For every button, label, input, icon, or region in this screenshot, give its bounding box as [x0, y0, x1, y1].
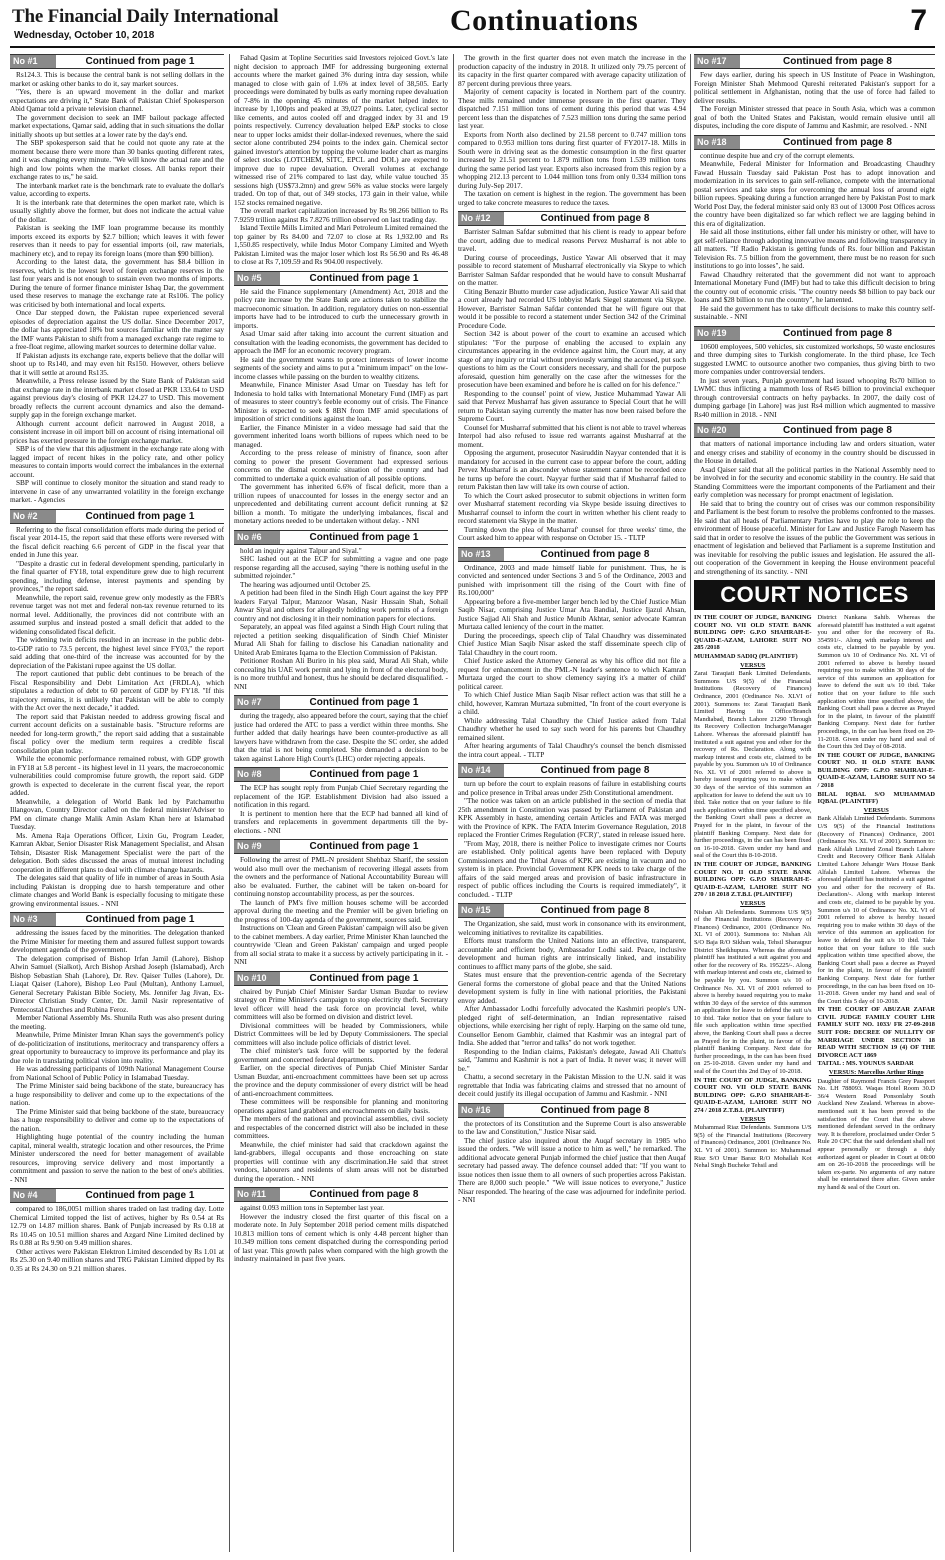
story-number-badge: No #17: [694, 55, 740, 68]
story-paragraph: The taxation on cement is highest in the region. The government has been urged to take concrete measures to reduce the taxes.: [458, 189, 686, 207]
story-paragraph: continue despite hue and cry of the corrupt elements.: [700, 150, 855, 160]
story-paragraph: "Despite a drastic cut in federal development spending, particularly in the final quarter of FY18, total expenditure grew due to high recurrent spending, including defense, interest payments and spending by provinces," the report said.: [10, 558, 224, 593]
story-paragraph: To which the Court asked prosecutor to submit objections in written form over Musharraf statement recording via Skype beside issuing directives to Musharraf counsel to inform the court in written whether his client ready to record statement via Skype in the matter.: [458, 490, 686, 525]
column-divider: [229, 54, 230, 1552]
story-paragraph: Highlighting huge potential of the country including the human capital, mineral wealth, strategic location and other resources, the Prime Minister underscored the need for better management of available resources, improving service delivery and most importantly a commitment and passion to serve the nation to the best of one's abilities. - NNI: [10, 1132, 224, 1184]
story-paragraph: According to the press release of ministry of finance, soon after coming to power the present Government had expressed serious concerns on the dismal economic situation of the country and had committed to undertake a quick evaluation of all possible options.: [234, 448, 448, 483]
story-header: [234, 839, 448, 854]
story-paragraph: Following the arrest of PML-N president Shehbaz Sharif, the session would also mull over the mechanism of recovering illegal assets from the owners and the performance of National Accountability Bureau will also be evaluated. Further, the cabinet will be taken on-board for continuing nonstop accountability process, as per the sources.: [234, 855, 448, 898]
story-paragraph: It is pertinent to mention here that the ECP had banned all kind of transfers and replacements in government departments till the by-elections. - NNI: [234, 808, 448, 835]
story-paragraph: During the proceedings, speech clip of Talal Chaudhry was disseminated Chief Justice Mian Saqib Nisar asked the staff disseminate speech clip of Talal Chaudhry in the court room.: [458, 630, 686, 657]
story-paragraph: The chief minister's task force will be supported by the federal government and concerned federal departments.: [234, 1046, 448, 1064]
continuation-label: Continued from page 8: [783, 136, 892, 148]
newspaper-name: The Financial Daily International: [12, 6, 279, 27]
news-story: [234, 530, 448, 692]
story-body: [234, 288, 448, 526]
story-number-badge: No #5: [234, 272, 280, 285]
court-notice-party: TAITAL : MS. YOUNUS SARDAR: [817, 1060, 914, 1068]
continuation-label: Continued from page 1: [309, 972, 419, 984]
story-paragraph: Meanwhile, Finance Minister Asad Umar on Tuesday has left for Indonesia to hold talks with International Monetary Fund (IMF) as part of measures to steer country's feeble economy out of crisis. The Finance Minister is expected to seek $ 8BN from IMF amid speculations of imposition of strict conditions against the loan.: [234, 380, 448, 423]
story-paragraph: The Prime Minister said being backbone of the state, bureaucracy has a huge responsibility to deliver and come up to the expectations of the nation.: [10, 1081, 224, 1107]
story-paragraph: The members of the national and provincial assemblies, civil society and respectables of the concerned district will also be included in these committees.: [234, 1114, 448, 1140]
court-notice-heading: IN THE COURT OF JUDGE, BANKING COURT NO. VII OLD STATE BANK BUILDING OPP: G.P.O SHAHRAH-E-QUAID-E-AZAM, LAHORE SUIT NO 285 /2018: [694, 614, 812, 652]
story-paragraph: Petitioner Roshan Ali Buriro in his plea said, Murad Ali Shah, while concealing his UAE work permit and lying in front of the electoral body, is no more truthful and honest, thus he should be declared disqualified. - NNI: [234, 656, 448, 691]
story-header: [234, 530, 448, 545]
story-header: [694, 54, 935, 69]
story-paragraph: After Ambassador Lodhi forcefully advocated the Kashmiri people's UN-pledged right of self-determination, an Indian representative raised objections, while exercising her right of reply. Harping on the same old tune, Counsellor Eenom Gambhir, claimed that Kashmir was an integral part of India. She added that "terror and talks" do not work together.: [458, 1004, 686, 1047]
story-body: [458, 920, 686, 1099]
story-header: [458, 1103, 686, 1118]
court-notice-body: Zarai Taraqiati Bank Limited Defendants. Summons U/S 9(5) of the Financial Institutions (Recovery of Finances) Ordinance, 2001 (Ordinance No. XLVI of 2001). Summons to: Zarai Taraqiati Bank Limited Having its Office/Branch Mandiabad, Branch Lahore 21290 Through its Recovery Collection Incharge/Manager Lahore. Whereas the aforesaid plaintiff has instituted a suit against you and other for the recovery of Rs. Declaration. Along with markup interest and costs etc, claimed to be payable by you. Summon u/s 10 of Ordinance No. XL VI of 2001 referred to above is hereby issued requiring you to make within 30 days of the service of this summon an application for leave to defend the suit u/s 10 ibid. Take notice that on your failure to file such application within time specified above, the Banking Court shall pass a decree as Prayed for in the plaint, in favour of the plaintiff Banking Company. Next date for further proceedings, in the can has been fixed on 16-10-2018. Given under my hand and seal of the Court this 8-10-2018.: [694, 670, 812, 860]
story-paragraph: "Yes, there is an upward movement in the dollar and market expectations are driving it," State Bank of Pakistan Chief Spokesperson Abid Qamar told a private television channel.: [10, 87, 224, 113]
news-story: [694, 135, 935, 322]
story-paragraph: Barrister Salman Safdar submitted that his client is ready to appear before the court, adding due to medical reasons Pervez Musharraf is not able to travel.: [458, 227, 686, 253]
story-paragraph: The Prime Minister said that being backbone of the state, bureaucracy has a huge responsibility to deliver and come up to the expectations of the nation.: [10, 1106, 224, 1133]
story-paragraph: The Foreign Minister stressed that peace in South Asia, which was a common goal of both the United States and Pakistan, would remain elusive until all disputes, including the core dispute of Jammu and Kashmir, are resolved. - NNI: [694, 104, 935, 130]
court-notice-body: Muhammad Riaz Defendants. Summons U/S 9(5) of the Financial Institutions (Recovery of Finances) Ordinance, 2001 (Ordinance No. XL VI of 2001). Summon to: Muhammad Riaz S/O Umar Baraz R/O Mohallah Kot Nehal Singh Bucheke Tehsil and: [694, 1124, 812, 1170]
story-paragraph: Fahad Qasim at Topline Securities said Investors rejoiced Govt.'s late night decision to approach IMF for addressing burgeoning external accounts where the market gained 3% during intra day session, while managed to close with gain of 1.6% at index level of 38,505. Early proceedings were dominated by bulls as early morning rupee devaluation of 7-8% in the opening 45 minutes of the market helped index to increase by 1,100pts and peaked at 39,027 points. Later, cyclical sector like cements, and autos cooled off and dragged index by 31 and 19 points respectively. Currency devaluation helped E&P stocks to close near to upper locks amidst their dollar-indexed revenues, where the said sector alone contributed 294 points to the index gain. Chemical sector gained investor's attention by topping the volume leader chart as margins of select stocks (LOTCHEM, SITC, EPCL and DOL) are expected to improve due to rupee devaluation. Overall volumes at exchange witnessed rise of 21% compared to last day, while value touched 35 sessions high (US$73.2mn) and grew 56% as value stocks were largely traded. On top of that, out of 349 stocks, 173 gain in their value, while 152 stocks remained negative.: [234, 54, 448, 207]
story-paragraph: While the economic performance remained robust, with GDP growth in FY18 at 5.8 percent - its highest level in 11 years, the macroeconomic vulnerabilities could compromise future growth, the report said. GDP growth is expected to decelerate in the current fiscal year, the report added.: [10, 754, 224, 797]
news-story: [458, 547, 686, 760]
story-number-badge: No #9: [234, 840, 280, 853]
story-paragraph: Other actives were Pakistan Elektron Limited descended by Rs 1.01 at Rs 25.30 on 9.40 million shares and TRG Pakistan Limited dipped by Rs 0.35 at Rs 24.30 on 9.21 million shares.: [10, 1246, 224, 1273]
court-notices: [694, 614, 935, 1193]
story-paragraph: addressing the issues faced by the minorities. The delegation thanked the Prime Minister for meeting them and assured fullest support towards development agenda of the government.: [10, 928, 224, 954]
story-paragraph: Meanwhile, a Press release issued by the State Bank of Pakistan said that exchange rate in the interbank market closed at PKR 133.64 to USD against previous day's closing of PKR 124.27 to USD. This movement broadly reflects the current account dynamics and also the demand-supply gap in the foreign exchange market.: [10, 376, 224, 419]
story-body: [10, 1205, 224, 1273]
story-paragraph: Counsel for Musharraf submitted that his client is not able to travel whereas Interpol had also refused to issue red warrants against Musharraf at the moment.: [458, 422, 686, 449]
court-notice-body: Daughter of Raymond Francis Grey Passport No. LH 788093. Waqas Hotel Room 30.D 36/4 Western Road Ponsonlaby South Auckland New Zealand. Whereas in above-mentioned suit it has been proved to the satisfaction of the Court that the above mentioned defendant served in the ordinary way. It is therefore, proclaimed under Order 5 Rule 20 CPC that the said defendant shall not appear personally or through a duly authorized agent or pleader in Court at 08:00 am on 26-10-2018 the proceedings will be taken ex-parte. No arguments of any nature shall be entertained there after. Given under my hand & seal of the Court on.: [817, 1077, 935, 1191]
story-header: [694, 135, 935, 150]
story-body: [234, 712, 448, 763]
court-notice-body: Bank Alfalah Limited Defendants. Summons U/S 9(5) of the Financial Institutions (Recovery of Finances) Ordinance, 2001 (Ordinance No. XL VI of 2001). Summon to: Bank Alfalah Limited Zonal Branch Lahore Credit and Recovery Officer Bank Alfalah Limited Lahore Jehangir Wars House Bank Alfalah Limited Lahore. Whereas the aforesaid plaintiff has instituted a suit against you and other for the recovery of Rs. Declaration/-. Along with markup interest and costs etc, claimed to be payable by you. Summon u/s 10 of Ordinance No. XL VI of 2001 referred to above is hereby issued requiring you to make within 30 days of the service of this summon an application for leave to defend the suit u/s 10 ibid. Take notice that on your failure to file such application within time specified above, the Banking Court shall pass a decree as Prayed for in the plaint, in favour of the plaintiff Banking Company. Next date for further proceedings, in the can has been fixed on 10-11-2018. Given under my hand and seal of the Court this 5 day of 10-2018.: [817, 815, 935, 1005]
story-paragraph: Meanwhile, the chief minister had said that crackdown against the land-grabbers, illegal occupants and those encroaching on state properties will continue with any discrimination.He said that street vendors, labourers and residents of slum areas will not be disturbed during the operation. - NNI: [234, 1139, 448, 1183]
story-paragraph: After hearing arguments of Talal Chaudhry's counsel the bench dismissed the intra court appeal. - TLTP: [458, 741, 686, 759]
story-number-badge: No #10: [234, 972, 280, 985]
continuation-label: Continued from page 1: [309, 769, 419, 780]
story-paragraph: He said that to bring the country out of crises was our common responsibility and Parliament is the best forum to resolve the problems confronted to the masses. He said that all heads of Parliamentary Parties have to play the role to keep the environment of House peaceful. Minister for Law and Justice Farogh Naseem has said that in order to resolve the issues of the public the Government was serious in enactment of legislation and believed that Parliament is a supreme Institution and was inevitable for resolving the public issues and legislation. He assured the all-out cooperation of the Government in keeping the House environment peaceful and strengthening of its sanctity. - NNI: [694, 498, 935, 576]
story-paragraph: Responding to the counsel' point of view, Justice Muhammad Yawar Ali said that Pervez Musharraf has given assurance to Special Court that he will return to Pakistan saying currently the matter has now been raised before the Supreme Court.: [458, 388, 686, 423]
news-story: [234, 695, 448, 763]
story-header: [234, 695, 448, 710]
story-paragraph: The government decision to seek an IMF bailout package affected market expectations, Qamar said, adding that in such situations the dollar initially shoots up but settles at a lower rate by the day's end.: [10, 112, 224, 139]
story-header: [10, 509, 224, 524]
story-body: [694, 343, 935, 420]
story-paragraph: According to the latest data, the government has $8.4 billion in reserves, which is the lowest level of foreign exchange reserves in the last four years and is not enough to sustain even two months of imports. During the tenure of former finance minister Ishaq Dar, the government used these reserves to manage the exchange rate at Rs106. The policy was criticised by both international and local experts.: [10, 257, 224, 309]
story-body: [458, 780, 686, 899]
story-number-badge: No #7: [234, 696, 280, 709]
story-body: [458, 54, 686, 207]
story-number-badge: No #19: [694, 327, 740, 340]
court-notice-versus: VERSUS: [740, 1115, 766, 1123]
continuation-label: Continued from page 8: [540, 765, 650, 776]
story-paragraph: hold an inquiry against Talpur and Siyal.": [240, 545, 362, 555]
story-number-badge: No #18: [694, 136, 740, 149]
story-paragraph: The ECP has sought reply from Punjab Chief Secretary regarding the replacement of the IGP. Establishment Division had also issued a notification in this regard.: [234, 783, 448, 809]
story-header: [234, 767, 448, 782]
continuation-label: Continued from page 1: [85, 510, 195, 522]
story-paragraph: Majority of cement capacity is located in Northern part of the country. These mills remained under immense pressure in the first quarter. They dispatched 7.151 million tons of cement during this period that was 4.94 percent less than the dispatches of 7.523 million tons during the same period last year.: [458, 87, 686, 130]
story-number-badge: No #3: [10, 913, 56, 926]
court-notice-heading: IN THE COURT OF JUDGE, BANKING COURT NO. II OLD STATE BANK BUILDING OPP: G.P.O SHAHRAH-E-QUAID-E-AZAM, LAHORE SUIT NO 54 / 2018: [817, 751, 935, 790]
story-header: [10, 912, 224, 927]
story-paragraph: The report said that Pakistan needed to address growing fiscal and current account deficits on a sustainable basis. "Structure reforms are needed for long-term growth," the report said adding that a sustainable fiscal policy over the medium term requires a credible fiscal consolidation plan today.: [10, 711, 224, 755]
story-body: [234, 54, 448, 267]
story-number-badge: No #6: [234, 531, 280, 544]
story-paragraph: It is the interbank rate that determines the open market rate, which is usually slightly above the former, but does not indicate the actual value of the dollar.: [10, 197, 224, 224]
story-paragraph: The hearing was adjourned until October 25.: [240, 579, 371, 589]
story-paragraph: Meanwhile, a delegation of World Bank led by Patchamuthu Illangovan, Country Director called on the federal minister/Adviser to PM on climate change Malik Amin Aslam Khan here at Islamabad Tuesday.: [10, 796, 224, 831]
news-story: [10, 54, 224, 505]
column-4-stories: [694, 54, 935, 576]
story-body: [458, 564, 686, 760]
story-header: [234, 271, 448, 286]
story-paragraph: "From May, 2018, there is neither Police to investigate crimes nor Courts are established. Only political agents have been replaced with Deputy Commissioners and the Tribal Areas of KPK are existing in vacuum and no system is in place. Provincial Government KPK needs to take charge of the affairs of the said merged areas and provision of basic infrastructure in respect of public offices including the Courts is required immediately", it concluded. - TLTP: [458, 838, 686, 899]
story-paragraph: However the industry closed the first quarter of this fiscal on a moderate note. In July September 2018 period cement mills dispatched 10.813 million tons of cement which is only 4.48 percent higher than 10.349 million tons cement dispatched during the corresponding period of last year. This growth pales when compared with the high growth the industry maintained in past five years.: [234, 1211, 448, 1263]
continuation-label: Continued from page 1: [309, 272, 419, 284]
story-paragraph: The delegation comprised of Bishop Irfan Jamil (Lahore), Bishop Alwin Samuel (Sialkot), Arch Bishop Arshad Joseph (Islamabad), Arch Bishop Sebastian Shah (Lahore), Dr. Rev. Qaiser Tulles (Lahore), Dr. Liaqat Qaiser (Lahore), Bishop Leo Paul (Multan), Anthony Lamuel, General Secretary Pakistan Bible Society, Ms. Jennifer Jag Jivan, Ex-Director Christian Study Center, Dr. Jamil Nasir representative of Pentecostal Churches and Rubina Feroz.: [10, 953, 224, 1014]
story-paragraph: The widening twin deficits resulted in an increase in the public debt-to-GDP ratio to 73.5 percent, the highest level since FY03," the report said adding that one-third of the increase was accounted for by the depreciation of the Pakistani rupee against the US dollar.: [10, 635, 224, 670]
story-body: [458, 228, 686, 543]
story-header: [10, 1188, 224, 1203]
story-paragraph: Earlier, on the special directives of Punjab Chief Minister Sardar Usman Buzdar, anti-encroachment committees have been set up across the province and the deputy commissioner of every district will be head of anti-encroachment committees.: [234, 1063, 448, 1098]
story-paragraph: Referring to the fiscal consolidation efforts made during the period of fiscal year 2014-15, the report said that these efforts were reversed with the fiscal deficit reaching 6.6 percent of GDP in the fiscal year that ended in June this year.: [10, 524, 224, 559]
story-paragraph: "The notice was taken on an article published in the section of media that 25th amendment in Constitution was passed by Parliament of Pakistan and KPK Assembly in haste, amending certain Articles and FATA was merged with the Province of KPK. The FATA Interim Governance Regulation, 2018 replaced the Frontier Crimes Regulation (FCR)", stated in release issued here.: [458, 796, 686, 839]
continuation-label: Continued from page 8: [540, 548, 650, 560]
story-paragraph: A petition had been filed in the Sindh High Court against the key PPP leaders Faryal Talpur, Manzoor Wasan, Nasir Hussain Shah, Sohail Anwar Siyal and others for allegedly holding work permits of a foreign country and not disclosing it in their nomination papers for elections.: [234, 588, 448, 623]
story-paragraph: Separately, an appeal was filed against a Sindh High Court ruling that rejected a petition seeking disqualification of Sindh Chief Minister Murad Ali Shah for failing to disclose his Canadian nationality and United Arab Emirates Iqama to the Election Commission of Pakistan.: [234, 622, 448, 657]
story-paragraph: Chief Justice asked the Attorney General as why his office did not file a request for enhancement in the PML-N leader's sentence to which Kamran Murtaza urged the court to show clemency saying it's a matter of child' political career.: [458, 656, 686, 691]
news-story: [234, 839, 448, 967]
court-notice-body: Nishan Ali Defendants. Summons U/S 9(5) of the Financial Institutions (Recovery of Finances) Ordinance, 2001 (Ordinance No. XL VI of 2001). Summons to: Nishan Ali S/O Baja R/O Sikhan wala, Tehsil Sharaqpur District Sheikhupura. Whereas the aforesaid plaintiff has instituted a suit against you and other for the recovery of Rs. 195225/-. Along with markup interest and costs etc, claimed to be payable by you. Summon u/s 10 of Ordinance No. XL VI of 2001 referred to above is hereby issued requiring you to make within 30 days of the service of this summon an application for leave to defend the suit u/s 10 ibid. Take notice that on your failure to file such application within time specified above, the Banking Court shall pass a decree as Prayed for in the plaint, in favour of the plaintiff Banking Company. Next date for further proceedings, in the can has been fixed on 25-10-2018. Given under my hand and seal of the Court this 2nd Day of 10-2018.: [694, 908, 812, 1076]
column-2: [234, 54, 448, 1552]
news-story: [10, 509, 224, 909]
continuation-label: Continued from page 8: [540, 213, 650, 224]
court-notice-heading: IN THE COURT OF JUDGE, BANKING COURT NO. VII OLD STATE BANK BUILDING OPP: G.P.O SHAHRAH-E-QUAID-E-AZAM, LAHORE SUIT NO 274 / 2018 Z.T.B.L (PLAINTIFF): [694, 1076, 812, 1114]
story-paragraph: SHC lashed out at the ECP for submitting a vague and one page response regarding all the accused, saying "there is nothing useful in the submitted rejoinder.": [234, 554, 448, 580]
column-divider: [690, 54, 691, 1552]
court-notices-left-column: [694, 614, 812, 1193]
story-paragraph: Few days earlier, during his speech in US Institute of Peace in Washington, Foreign Minister Shah Mehmood Qureshi reiterated Pakistan's support for a political settlement in Afghanistan, noting that the use of force had failed to deliver results.: [694, 70, 935, 105]
court-notice-versus: VERSUS: Marcellus Arthur Ringo: [828, 1069, 924, 1077]
story-paragraph: He said the government wants to protect interests of lower income segments of the society and aims to put a "minimum impact" on the low-income classes while passing on the burden to wealthy citizens.: [234, 354, 448, 381]
column-1: [10, 54, 224, 1552]
story-header: [458, 763, 686, 778]
story-paragraph: Meanwhile, Federal Minister for Information and Broadcasting Chaudhry Fawad Hussain Tuesday said Pakistan Post has to adopt innovation and modernization in its services to gain self-reliance, compete with the international postal services and take steps for overcoming the annual loss of around eight billion rupees. Speaking during a function arranged here by Pakistan Post to mark World Post Day, the federal minister said only 83 out of 13000 Post Offices across the country have been digitalized so far which reflect we are lagging behind in this era of digitalization.: [694, 159, 935, 228]
story-paragraph: While addressing Talal Chaudhry the Chief Justice asked from Talal Chaudhry whether he used to say such word for his parents but Chaudhry remained silent.: [458, 715, 686, 742]
court-notice-heading: IN THE COURT OF JUDGE, BANKING COURT NO. II OLD STATE BANK BUILDING OPP: G.P.O SHAHRAH-E-QUAID-E-AZAM, LAHORE SUIT NO 270 / 18 2018 Z.T.B.L (PLAINTIFF): [694, 861, 812, 899]
continuation-label: Continued from page 8: [540, 1104, 650, 1116]
story-paragraph: States must ensure that the prevention-centric agenda of the Secretary General forms the cornerstone of global peace and that the United Nations development system is fully in line with national priorities, the Pakistani envoy added.: [458, 970, 686, 1005]
masthead: [10, 4, 935, 48]
story-paragraph: The government has inherited 6.6% of fiscal deficit, more than a trillion rupees of unaccounted for losses in the energy sector and an unprecedented and debilitating current account deficit running at $2 billion a month. To mitigate the underlying imbalances, fiscal and monetary actions needed to be undertaken without delay. - NNI: [234, 482, 448, 525]
story-body: [234, 988, 448, 1184]
court-notice-party: BILAL IQBAL S/O MUHAMMAD IQBAL (PLAINTIFF): [817, 790, 935, 806]
court-notices-right-column: [818, 614, 936, 1193]
story-paragraph: The launch of PM's five million houses scheme will be accorded approval during the meeting and the Premier will be given briefing on the progress of 100-day agenda of the government, sources said.: [234, 897, 448, 924]
story-paragraph: Exports from North also declined by 21.58 percent to 0.747 million tons compared to 0.953 million tons during first quarter of FY2017-18. Mills in South were in driving seat as the domestic consumption in the first quarter increased by 21.51 percent to 1.879 million tons from 1.539 million tons during the same period last year. Exports also increased from this region by a whopping 212.13 percent to 1.044 million tons from only 0.334 million tons during July-Sep 2017.: [458, 129, 686, 190]
story-paragraph: In just seven years, Punjab government had issued whooping Rs70 billion to LWMC thus inflicting a mammoth loss of Rs45 billion to provincial exchequer through controversial contracts on hefty paybacks. In 2007, the daily cost of dumping garbage [in Lahore] was just Rs4 million which augmented to massive Rs40 million in 2018. - NNI: [694, 375, 935, 419]
story-number-badge: No #14: [458, 764, 504, 777]
news-story: [234, 54, 448, 267]
story-paragraph: that matters of national importance including law and orders situation, water and energy crises and stability of economy in the country should be discussed in the House in detailed.: [694, 439, 935, 465]
story-header: [234, 971, 448, 986]
continuation-label: Continued from page 8: [540, 905, 650, 916]
story-paragraph: He said all those institutions, either fall under his ministry or other, will have to get self-reliance through adopting innovative means and following transparency in all matters. "If Radio Pakistan is getting funds of Rs. four billion and Pakistan Television Rs. 7.5 billion from the government, there must be no reason for such institutions to go into losses", he said.: [694, 227, 935, 270]
story-number-badge: No #12: [458, 212, 504, 225]
story-body: [234, 547, 448, 692]
court-notice-versus: VERSUS: [740, 661, 766, 669]
story-body: [458, 1120, 686, 1205]
story-paragraph: Rs124.3. This is because the central bank is not selling dollars in the market or asking other banks to do it, say market sources.: [10, 70, 224, 88]
story-paragraph: The growth in the first quarter does not even match the increase in the production capacity of the industry in 2018. It utilized only 79.75 percent of its capacity in the first quarter compared with average capacity utilization of 87 percent during previous three years.: [458, 54, 686, 88]
story-number-badge: No #1: [10, 55, 56, 68]
story-number-badge: No #11: [234, 1188, 280, 1201]
story-paragraph: Responding to the Indian claims, Pakistan's delegate, Jawad Ali Chattu's said, "Jammu and Kashmir is not a part of India. It never was; it never will be.": [458, 1046, 686, 1073]
story-number-badge: No #8: [234, 768, 280, 781]
news-story: [458, 54, 686, 207]
story-header: [10, 54, 224, 69]
court-notice-versus: VERSUS: [863, 806, 889, 814]
issue-date: Wednesday, October 10, 2018: [14, 30, 155, 41]
story-paragraph: The delegates said that quality of life in number of areas in South Asia including Pakistan is dropping due to harsh temperature and other climate changes and World Bank is especially focusing to mitigate these growing environmental issues. - NNI: [10, 873, 224, 908]
continuation-label: Continued from page 8: [309, 1189, 419, 1200]
story-body: [694, 440, 935, 576]
story-number-badge: No #16: [458, 1104, 504, 1117]
news-story: [694, 54, 935, 131]
continuation-label: Continued from page 8: [783, 425, 892, 436]
news-story: [458, 211, 686, 543]
story-paragraph: Earlier, the Finance Minister in a video message had said that the government inherited loans worth billions of rupees which need to be managed.: [234, 422, 448, 449]
story-paragraph: SBP is of the view that this adjustment in the exchange rate along with lagged impact of recent hikes in the policy rate, and other policy measures to contain imports would correct the imbalances in the external account.: [10, 444, 224, 479]
story-number-badge: No #15: [458, 904, 504, 917]
story-paragraph: He was addressing participants of 109th National Management Course from National School of Public Policy in Islamabad Tuesday.: [10, 1064, 224, 1082]
story-body: [234, 1204, 448, 1264]
column-divider: [453, 54, 454, 1552]
story-body: [10, 929, 224, 1184]
story-paragraph: Island Textile Mills Limited and Mari Petroleum Limited remained the top gainer by Rs 84.00 and 72.07 to close at Rs 1,932.00 and Rs 1,550.85 respectively, while Indus Motor Company Limited and Wyeth Pakistan Limited was the major loser which lost Rs 56.90 and Rs 46.48 to close at Rs 7,109.59 and Rs 904.00 respectively.: [234, 223, 448, 266]
continuation-label: Continued from page 1: [85, 914, 195, 925]
story-paragraph: The interbank market rate is the benchmark rate to evaluate the dollar's value, according to experts.: [10, 180, 224, 198]
continuation-label: Continued from page 1: [309, 531, 419, 543]
court-notice-party: MUHAMMAD SADIQ (PLAINTIFF): [694, 652, 798, 660]
story-number-badge: No #20: [694, 424, 740, 437]
story-paragraph: compared to 186,0051 million shares traded on last trading day. Lotte Chemical Limited topped the list of actives, higher by Rs 0.54 at Rs 12.79 on 14.87 million shares. Bank of Punjab increased by Rs 0.18 at Rs 10.45 on 10.51 million shares and Azgard Nine Limited declined by Rs 0.88 at Rs 9.90 on 9.49 million shares.: [10, 1204, 224, 1247]
story-header: [694, 326, 935, 341]
story-header: [694, 423, 935, 438]
news-story: [694, 423, 935, 576]
court-notices-banner: COURT NOTICES: [694, 580, 935, 610]
story-body: [694, 71, 935, 131]
story-paragraph: Fawad Chaudhry reiterated that the government did not want to approach International Monetary Fund (IMF) but had to take this difficult decision to bring the country out of economic crisis. "The country needs $8 billion to pay back our loans and $28 billion to run the country", he lamented.: [694, 269, 935, 304]
story-paragraph: Section 342 is about power of the court to examine an accused which stipulates: "For the purpose of enabling the accused to explain any circumstances appearing in the evidence against him, the Court may, at any stage of any inquiry or trial without previously warning the accused, put such questions to him as the Court considers necessary, and shall for the purpose aforesaid, question him generally on the case after the witnesses for the prosecution have been examined and before he is called on for his defence.": [458, 329, 686, 389]
story-paragraph: chaired by Punjab Chief Minister Sardar Usman Buzdar to review strategy on Prime Minister's campaign to stop electricity theft. Secretary level officer will head the task force on provincial level, while committees will also be formed on division and district level.: [234, 986, 448, 1021]
story-header: [458, 547, 686, 562]
story-paragraph: SBP will continue to closely monitor the situation and stand ready to intervene in case of any unwarranted volatility in the foreign exchange market. - Agencies: [10, 478, 224, 504]
news-story: [234, 767, 448, 835]
story-paragraph: These committees will be responsible for planning and monitoring operations against land grabbers and encroachments on daily basis.: [234, 1097, 448, 1115]
story-paragraph: against 0.093 million tons in September last year.: [240, 1203, 385, 1212]
story-paragraph: Citing Benazir Bhutto murder case adjudication, Justice Yawar Ali said that a court already had recorded US lobbyist Mark Siegel statement via Skype. However, Barrister Salman Safdar contended that he will figure out that would it be possible to record a statement under Section 342 of the Criminal Procedure Code.: [458, 286, 686, 330]
story-paragraph: Asad Umar said after taking into account the current situation and consultation with the leading economists, the government has decided to approach the IMF for an economic recovery program.: [234, 329, 448, 355]
story-paragraph: During course of proceedings, Justice Yawar Ali observed that it may possible to record statement of Musharraf electronically via Skype to which Barrister Salman Safdar responded that he would have to consult Musharraf on the matter.: [458, 252, 686, 287]
court-notice-versus: VERSUS: [740, 899, 766, 907]
story-paragraph: during the tragedy, also appeared before the court, saying that the chief justice had ordered the ATC to pass a verdict within three months. She further added that daily hearings have been counter-productive as all lawyers have withdrawn from the case. Despite the SC order, she added that the trial is not being completed. She demanded a decision to be taken against Lahore High Court's (LHC) order rejecting appeals.: [234, 711, 448, 763]
news-story: [694, 326, 935, 420]
story-body: [10, 71, 224, 505]
story-paragraph: Meanwhile, the report said, revenue grew only modestly as the FBR's revenue target was not met and federal non-tax revenue returned to its normal level. Additionally, the provinces did not contribute with an assumed surplus and instead posted a small deficit that added to the widening consolidated fiscal deficit.: [10, 592, 224, 636]
story-body: [694, 152, 935, 322]
continuation-label: Continued from page 8: [783, 56, 892, 67]
news-story: [234, 971, 448, 1184]
story-paragraph: Although current account deficit narrowed in August 2018, a consistent increase in oil import bill on account of rising international oil prices has exerted pressure in the foreign exchange market.: [10, 418, 224, 445]
story-paragraph: Opposing the argument, prosecutor Nasiruddin Nayyar contended that it is mandatory for accused in the current case to appear before the court, adding Pervez Musharraf is an absconder whose statement cannot be recorded once he turns up before the court. Nayyar further said that if Musharraf failed to return Pakistan then law will take its own course of action.: [458, 448, 686, 491]
story-paragraph: Chattu, a second secretary in the Pakistan Mission to the U.N. said it was regrettable that India was fabricating claims and stressed that no amount of deceit could justify its illegal occupation of Jammu and Kashmir. - NNI: [458, 1072, 686, 1098]
story-paragraph: Asad Qaiser said that all the political parties in the National Assembly need to be involved in for the security and economic stability in the country. He said that Standing Committees were the important components of the Parliament and their early completion was necessary for prompt enactment of legislation.: [694, 464, 935, 499]
story-paragraph: He said the government has to take difficult decisions to make this country self-sustainable. - NNI: [694, 303, 935, 321]
continuation-label: Continued from page 1: [85, 1190, 195, 1201]
story-paragraph: Efforts must transform the United Nations into an effective, transparent, accountable and efficient body, Ambassador Lodhi said. Peace, inclusive development and human rights are intrinsically linked, and instability continues to afflict many parts of the globe, she said.: [458, 936, 686, 971]
story-paragraph: Once Dar stepped down, the Pakistan rupee experienced several episodes of depreciation against the US dollar. Since December 2017, the dollar has appreciated 18% but sources familiar with the matter say the IMF wants Pakistan to shift from a managed exchange rate regime to a free-float regime, allowing market sources to determine dollar value.: [10, 308, 224, 351]
story-paragraph: Ms. Amena Raja Operations Officer, Lixin Gu, Program Leader, Kamran Akbar, Senior Disaster Risk Management Specialist, and Ahsan Tehsin, Disaster Risk Management Specialist were the part of the delegation. Both sides discussed the areas of mutual interest including cooperation in different plans to deal with climate change hazards.: [10, 830, 224, 874]
story-paragraph: If Pakistan adjusts its exchange rate, experts believe that the dollar will shoot up to Rs140, and may even hit Rs150. However, others believe that it will settle at around Rs135.: [10, 350, 224, 377]
story-paragraph: Meanwhile, Prime Minister Imran Khan says the government's policy of de-politicization of institutions, meritocracy and transparency offers a great opportunity to bureaucracy to improve its performance and play its due role in translating political vision into reality.: [10, 1030, 224, 1065]
story-paragraph: The report cautioned that public debt continues to be breach of the Fiscal Responsibility and Debt Limitation Act (FRDLA), which stipulates a reduction of debt to 60 percent of GDP by FY18. "If this trajectory remains, it is unlikely that Pakistan will be able to comply with the Act over the next decade," it added.: [10, 669, 224, 712]
news-story: [458, 1103, 686, 1205]
story-paragraph: Appearing before a five-member larger bench led by the Chief Justice Mian Saqib Nisar, comprising Justice Umar Ata Bandial, Justice Ijazul Ahsan, Justice Sajjad Ali Shah and Justice Munib Akhtar, senior advocate Kamran Murtaza called leniency of the court in the matter.: [458, 596, 686, 631]
continuation-label: Continued from page 1: [85, 56, 195, 67]
story-body: [234, 856, 448, 967]
court-notice-body: District Nankana Sahib. Whereas the aforesaid plaintiff has instituted a suit against you and other for the recovery of Rs. 354591/-. Along with markup interest and costs etc, claimed to be payable by you. Summon u/s 10 of Ordinance No. XL VI of 2001 referred to above is hereby issued requiring you to make within 30 days of the service of this summon an application for leave to defend the suit u/s 10 ibid. Take notice that on your failure to file such application within time specified above, the Banking Court shall pass a decree as Prayed for in the plaint, in favour of the plaintiff Banking Company. Next date for further proceedings, in the can has been fixed on 29-11-2018. Given under my hand and seal of the Court this 3rd Day of 08-2018.: [817, 614, 935, 751]
story-paragraph: 10600 employees, 500 vehicles, six customized workshops, 50 waste enclosures and three dumping sites to Turkish conglomerate. In the third phase, Ice Tech suggested LWMC to outsource another two companies, thus giving birth to two more companies under controversial tenders.: [694, 341, 935, 376]
story-body: [10, 526, 224, 909]
story-number-badge: No #4: [10, 1189, 56, 1202]
story-paragraph: Pakistan is seeking the IMF loan programme because its monthly imports exceed its exports by $2.7 billion; which leaves it with fewer reserves than it needs to pay for essential imports (oil, raw materials, machinery etc), and to repay its foreign loans (more than $90 billion).: [10, 223, 224, 258]
continuation-label: Continued from page 1: [309, 697, 419, 708]
continuation-label: Continued from page 1: [309, 841, 419, 852]
column-3: [458, 54, 686, 1552]
news-story: [234, 271, 448, 526]
story-paragraph: Ordinance, 2003 and made himself liable for punishment. Thus, he is convicted and sentenced under Sections 3 and 5 of the Ordinance, 2003 and punished with imprisonment till the rising of the Court with fine of Rs.100,000": [458, 562, 686, 597]
continuation-label: Continued from page 8: [783, 327, 892, 339]
story-number-badge: No #13: [458, 548, 504, 561]
court-notice-heading: IN THE COURT OF ABUZAR ZAFAR CIVIL JUDGE FAMILY COURT LHR FAMILY SUIT NO. 1033/ FR 27-09-2018 SUIT FOR: DECREE OF NULLITY OF MARRIAGE UNDER SECTION 18 READ WITH SECTION 19 (4) OF THE DIVORCE ACT 1869: [817, 1006, 935, 1059]
story-paragraph: Member National Assembly Ms. Shunila Ruth was also present during the meeting.: [10, 1013, 224, 1031]
news-story: [10, 1188, 224, 1273]
page-number: 7: [910, 4, 927, 37]
news-story: [234, 1187, 448, 1264]
story-paragraph: The overall market capitalization increased by Rs 98.266 billion to Rs 7.9259 trillion against Rs 7.8276 trillion observed on last trading day.: [234, 206, 448, 224]
story-paragraph: The chief justice also inquired about the Auqaf secretary in 1985 who issued the orders. "We will issue a notice to him as well," he remarked. The additional advocate general Punjab informed the chief justice that then Auqaf secretary had passed away. The defence counsel added that: "If you want to issue notices then issue them to all owners of such properties across Pakistan. There are 8,000 such people." "We will issue notices to everyone," Justice Nisar responded. The hearing of the case was adjourned for indefinite period. - NNI: [458, 1135, 686, 1204]
story-paragraph: He said the Finance supplementary (Amendment) Act, 2018 and the policy rate increase by the State Bank are actions taken to stabilize the macroeconomic situation. In addition, regulatory duties on non-essential imports have had to be introduced to curb the unnecessary growth in imports.: [234, 286, 448, 330]
news-story: [458, 763, 686, 899]
story-paragraph: turn up before the court to explain reasons of failure in establishing courts and police presence in Tribal areas under 25th Constitutional amendment.: [458, 779, 686, 797]
column-4: [694, 54, 935, 1552]
story-body: [234, 784, 448, 835]
story-paragraph: The SBP spokesperson said that he could not quote any rate at the moment because there were more than 30 banks quoting different rates, and it was changing every minute. "We will know the actual rate and the high and low points when the market closes. All banks report their exchange rates to us," he said.: [10, 138, 224, 181]
news-story: [458, 903, 686, 1099]
story-paragraph: the protectors of its Constitution and the Supreme Court is also answerable to the law and Constitution," Justice Nisar said.: [458, 1118, 686, 1136]
story-paragraph: Divisional committees will be headed by Commissioners, while District Committees will be led by Deputy Commissioners. The special committees will also include police officials of district level.: [234, 1020, 448, 1047]
story-paragraph: Turning down the plea of Musharraf' counsel for three weeks' time, the Court asked him to appear with response on October 15. - TLTP: [458, 524, 686, 542]
news-story: [10, 912, 224, 1184]
story-paragraph: The Organization, she said, must work in consonance with its environment, welcoming initiatives to revitalize its capabilities.: [458, 919, 686, 937]
section-title: Continuations: [450, 4, 639, 37]
story-header: [234, 1187, 448, 1202]
story-header: [458, 903, 686, 918]
story-header: [458, 211, 686, 226]
story-number-badge: No #2: [10, 510, 56, 523]
story-paragraph: Instructions on 'Clean and Green Pakistan' campaign will also be given to the cabinet members. A day earlier, Prime Minister Khan launched the countrywide 'Clean and Green Pakistan' campaign and urged people from all social strata to make it a success by actively participating in it. - NNI: [234, 923, 448, 966]
story-paragraph: To which Chief Justice Mian Saqib Nisar reflect action was that still he a child, however, Kamran Murtaza submitted, "In front of the court everyone is a child.: [458, 690, 686, 716]
